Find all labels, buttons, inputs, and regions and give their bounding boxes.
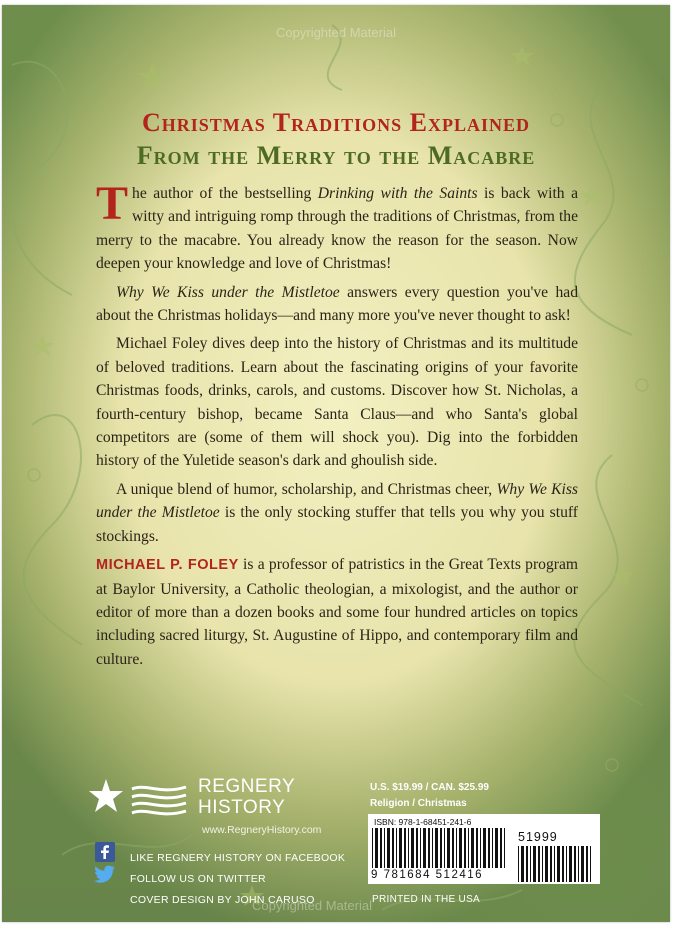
barcode-area [368,814,600,884]
facebook-text: LIKE REGNERY HISTORY ON FACEBOOK [130,852,346,864]
blurb-p4-part1: A unique blend of humor, scholarship, and Christmas cheer, [116,480,497,498]
barcode-bar [428,828,430,868]
barcode-bar [459,828,462,868]
headline-line-1: Christmas Traditions Explained [141,108,531,137]
barcode-bar [420,828,421,868]
barcode-bar [533,846,536,882]
barcode-bar [384,828,385,868]
barcode-bar [408,828,409,868]
barcode-bar [432,828,433,868]
author-bio [96,553,578,671]
twitter-text: FOLLOW US ON TWITTER [130,873,266,885]
category-label: Religion / Christmas [370,798,467,809]
barcode-bar [372,828,373,868]
blurb-text [96,177,578,676]
barcode-bar [404,828,406,868]
barcode-bar [569,846,572,882]
author-bio-text: is a professor of patristics in the Great Texts program at Baylor University, a Catholic theologian, a mixologist, and the author or editor of more than a dozen books and some four hundred articles on topics including sacred liturgy, St. Augustine of Hippo, and contemporary film and culture. [96,556,578,668]
barcode-bar [440,828,442,868]
barcode-bar [542,846,543,882]
barcode-bar [518,846,519,882]
blurb-p1-part2: is back with a witty and intriguing romp through the traditions of Christmas, from the merry to the macabre. You already know the reason for the season. Now deepen your knowledge and love of Christmas! [96,185,578,273]
barcode-bar [550,846,552,882]
isbn-digits: 9 781684 512416 [371,869,484,881]
barcode-bar [396,828,397,868]
price-addon-barcode [518,846,592,884]
barcode-bar [495,828,498,868]
barcode-bar [380,828,382,868]
barcode-bar [562,846,564,882]
barcode-bar [423,828,426,868]
barcode-bar [387,828,390,868]
barcode-bar [447,828,450,868]
blurb-paragraph-3: Michael Foley dives deep into the history of Christmas and its multitude of beloved traditions. Learn about the fascinating origins of your favorite Christmas foods, drinks, carols, and customs. Discover how St. Nicholas, a fourth-century bishop, became Santa Claus—and who Santa's global competitors are (some of them will shock you). Dig into the forbidden history of the Yuletide season's dark and ghoulish side. [96,335,578,470]
drop-cap: T [96,177,129,230]
regnery-star-flag-logo [88,775,188,825]
cover-design-credit: COVER DESIGN BY JOHN CARUSO [130,894,315,906]
barcode-bar [444,828,445,868]
barcode-bar [500,828,502,868]
blurb-paragraph-1 [96,177,578,276]
blurb-paragraph-2 [96,281,578,328]
blurb-paragraph-4 [96,478,578,548]
price-code: 51999 [518,830,558,844]
barcode-bar [526,846,528,882]
publisher-url: www.RegneryHistory.com [202,824,322,836]
barcode-bar [416,828,418,868]
isbn-label: ISBN: 978-1-68451-241-6 [374,817,472,827]
facebook-icon [95,842,115,862]
barcode-bar [488,828,490,868]
blurb-p4-part2: is the only stocking stuffer that tells you why you stuff stockings. [96,504,578,545]
book-back-cover [2,5,670,922]
printed-in-usa: PRINTED IN THE USA [372,894,481,905]
barcode-bar [375,828,378,868]
watermark-bottom: Copyrighted Material [252,898,372,913]
barcode-bar [452,828,454,868]
barcode-bar [504,828,505,868]
barcode-bar [468,828,469,868]
blurb-p1-part1: he author of the bestselling [132,185,318,202]
book-title-mistletoe-2: Why We Kiss under the Mistletoe [96,480,578,522]
headline-line-2: From the Merry to the Macabre [136,141,536,170]
barcode-bar [521,846,524,882]
blurb-p2-part1: answers every question you've had about the Christmas holidays—and many more you've never thought to ask! [96,283,578,325]
author-name: MICHAEL P. FOLEY [96,557,239,574]
book-title-mistletoe: Why We Kiss under the Mistletoe [116,283,340,301]
barcode-bar [399,828,402,868]
barcode-bar [471,828,474,868]
barcode-bar [476,828,478,868]
twitter-icon [94,865,116,883]
barcode-bar [392,828,394,868]
publisher-name-line-2: HISTORY [198,797,286,818]
barcode-bar [480,828,481,868]
barcode-bar [566,846,567,882]
publisher-name-line-1: REGNERY [198,776,296,797]
barcode-bar [578,846,579,882]
barcode-bar [492,828,493,868]
watermark-top: Copyrighted Material [276,25,396,40]
barcode-bar [581,846,584,882]
barcode-bar [530,846,531,882]
barcode-bar [554,846,555,882]
barcode-bar [456,828,457,868]
barcode-bar [483,828,486,868]
isbn-barcode [372,828,508,872]
barcode-bar [586,846,588,882]
book-title-drinking-with-the-saints: Drinking with the Saints [317,185,478,202]
price-label: U.S. $19.99 / CAN. $25.99 [370,782,489,793]
barcode-bar [411,828,414,868]
barcode-bar [435,828,438,868]
barcode-bar [557,846,560,882]
barcode-bar [545,846,548,882]
barcode-bar [464,828,466,868]
barcode-bar [590,846,591,882]
barcode-bar [538,846,540,882]
barcode-bar [574,846,576,882]
